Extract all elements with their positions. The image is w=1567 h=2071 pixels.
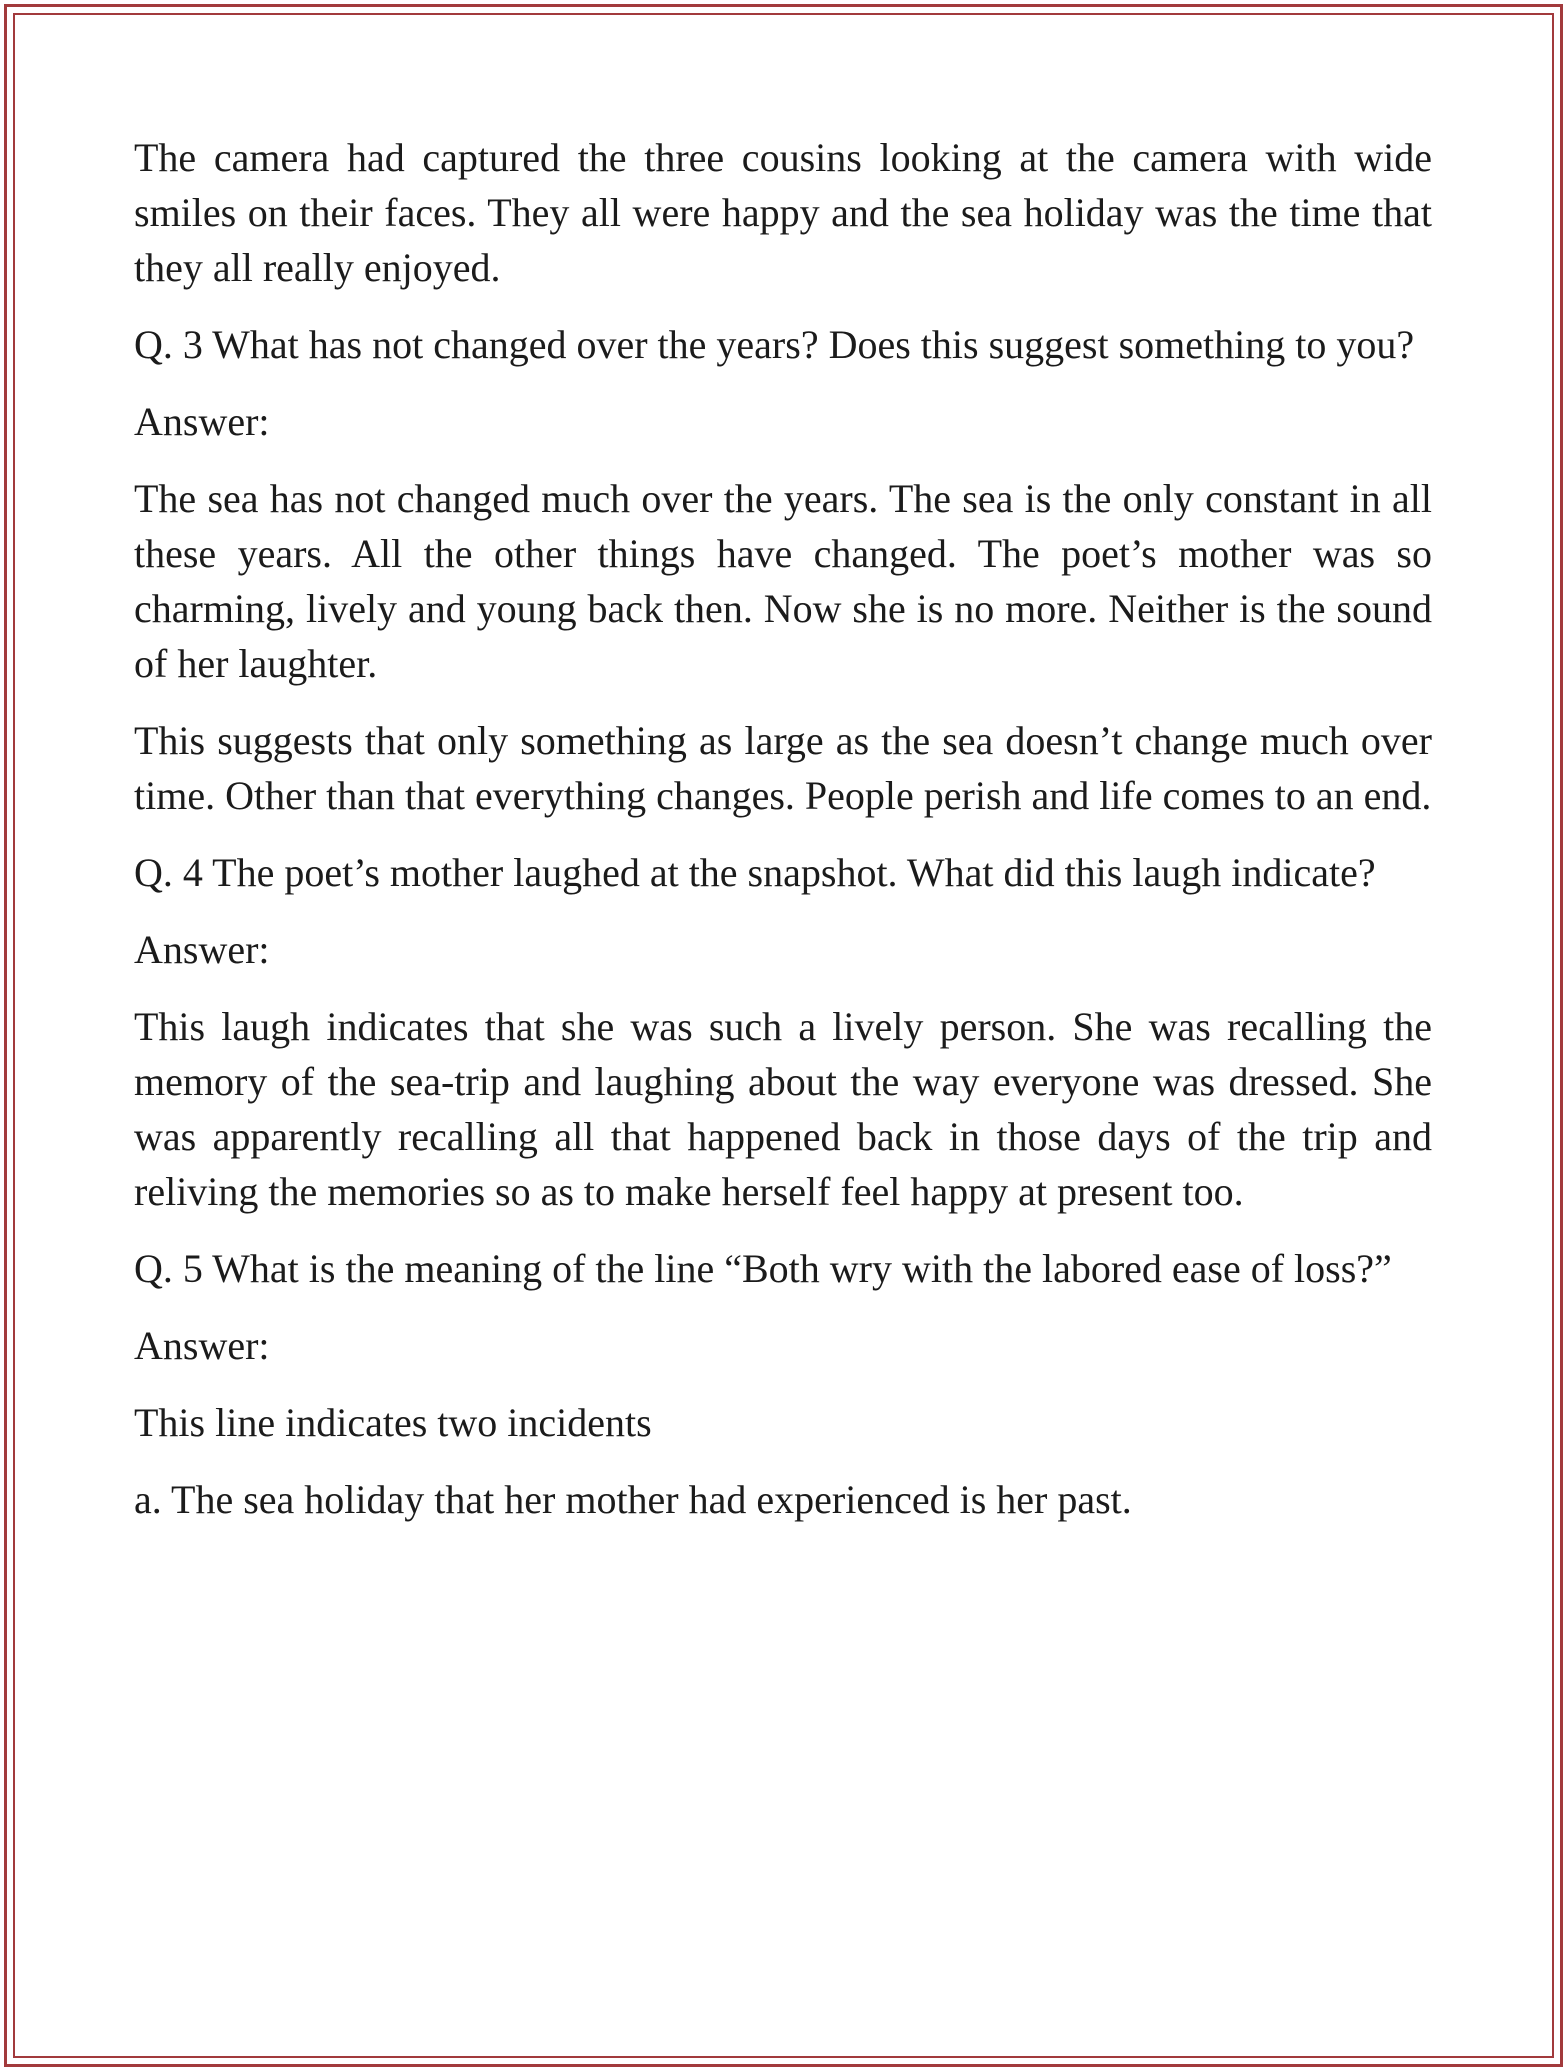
page-content bbox=[134, 130, 1432, 1549]
answer-label-5: Answer: bbox=[134, 1323, 270, 1368]
answer-3-paragraph-1: The sea has not changed much over the years. The sea is the only constant in all these years. All the other things have changed. The poet’s mother was so charming, lively and young back then. Now she is no more. Neither is the sound of her laughter. bbox=[134, 476, 1432, 686]
answer-label-4: Answer: bbox=[134, 927, 270, 972]
paragraph-photo-description: The camera had captured the three cousins looking at the camera with wide smiles on their faces. They all were happy and the sea holiday was the time that they all really enjoyed. bbox=[134, 135, 1432, 290]
answer-label-3: Answer: bbox=[134, 399, 270, 444]
answer-5-intro: This line indicates two incidents bbox=[134, 1400, 652, 1445]
question-4: Q. 4 The poet’s mother laughed at the snapshot. What did this laugh indicate? bbox=[134, 850, 1376, 895]
question-5: Q. 5 What is the meaning of the line “Both wry with the labored ease of loss?” bbox=[134, 1246, 1392, 1291]
question-3: Q. 3 What has not changed over the years? Does this suggest something to you? bbox=[134, 322, 1415, 367]
answer-5-item-a: a. The sea holiday that her mother had experienced is her past. bbox=[134, 1477, 1132, 1522]
answer-3-paragraph-2: This suggests that only something as large as the sea doesn’t change much over time. Other than that everything changes. People perish and life comes to an end. bbox=[134, 718, 1432, 818]
answer-4-paragraph: This laugh indicates that she was such a lively person. She was recalling the memory of the sea-trip and laughing about the way everyone was dressed. She was apparently recalling all that happened back in those days of the trip and reliving the memories so as to make herself feel happy at present too. bbox=[134, 1004, 1432, 1214]
